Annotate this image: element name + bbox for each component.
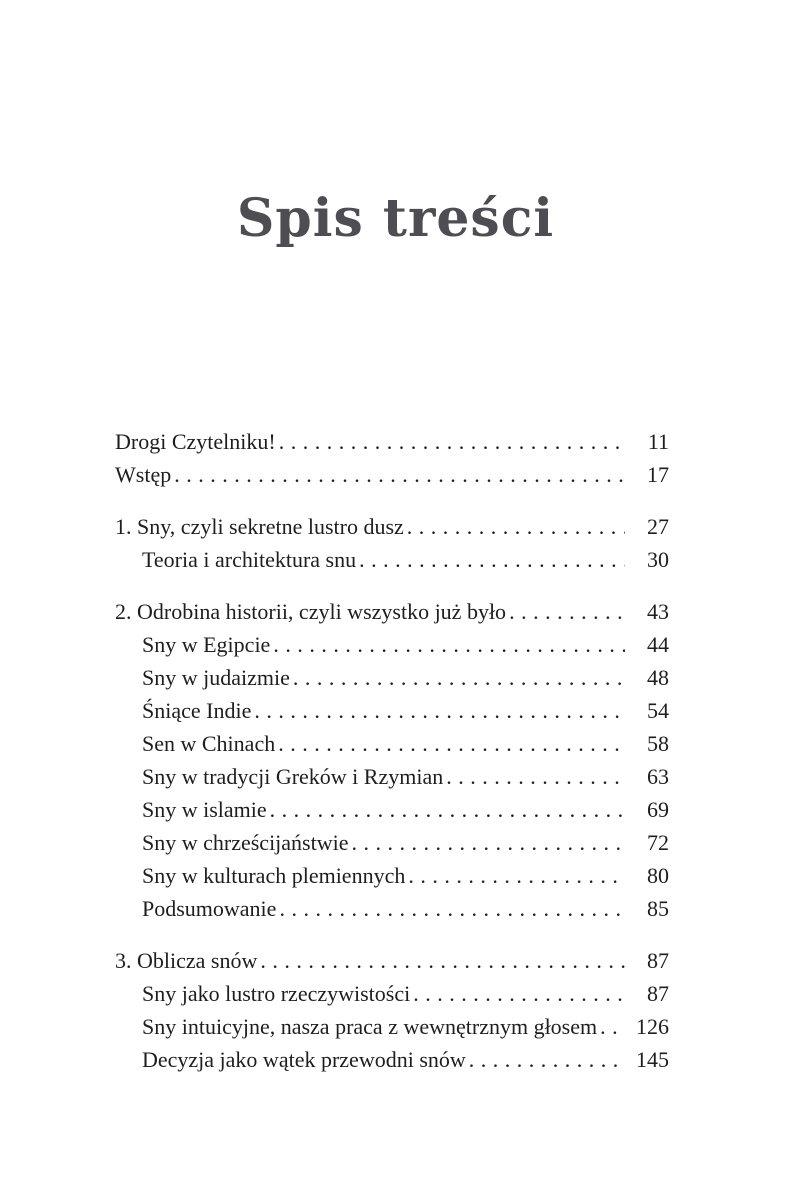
toc-entry-page: 145 bbox=[636, 1047, 669, 1072]
dot-leader bbox=[260, 944, 625, 977]
toc-entry-page: 30 bbox=[647, 547, 669, 572]
toc-entry-label: 1. Sny, czyli sekretne lustro dusz bbox=[115, 514, 404, 539]
dot-leader bbox=[174, 458, 625, 491]
toc-entry-label: 2. Odrobina historii, czyli wszystko już było bbox=[115, 599, 507, 624]
toc-entry[interactable] bbox=[115, 727, 669, 760]
toc-entry[interactable] bbox=[115, 892, 669, 925]
dot-leader bbox=[279, 425, 625, 458]
toc-entry[interactable] bbox=[115, 425, 669, 458]
toc-entry-label: Sny intuicyjne, nasza praca z wewnętrznym głosem bbox=[142, 1014, 598, 1039]
dot-leader bbox=[352, 826, 626, 859]
dot-leader bbox=[279, 892, 625, 925]
toc-entry-page: 85 bbox=[647, 896, 669, 921]
toc-entry[interactable] bbox=[115, 760, 669, 793]
toc-entry[interactable] bbox=[115, 595, 669, 628]
toc-entry-label: Sny w tradycji Greków i Rzymian bbox=[142, 764, 444, 789]
toc-entry[interactable] bbox=[115, 694, 669, 727]
toc-entry-label: Sen w Chinach bbox=[142, 731, 276, 756]
toc-entry-page: 43 bbox=[647, 599, 669, 624]
toc-entry-page: 87 bbox=[647, 948, 669, 973]
toc-entry-label: Sny w kulturach plemiennych bbox=[142, 863, 406, 888]
toc-group bbox=[115, 425, 669, 491]
toc-entry[interactable] bbox=[115, 543, 669, 576]
toc-entry-page: 27 bbox=[647, 514, 669, 539]
toc-entry-page: 48 bbox=[647, 665, 669, 690]
dot-leader bbox=[359, 543, 625, 576]
dot-leader bbox=[278, 727, 625, 760]
toc-group bbox=[115, 510, 669, 576]
dot-leader bbox=[600, 1010, 625, 1043]
toc-entry-label: Teoria i architektura snu bbox=[142, 547, 357, 572]
dot-leader bbox=[254, 694, 625, 727]
toc-entry-page: 58 bbox=[647, 731, 669, 756]
toc-entry-page: 17 bbox=[647, 462, 669, 487]
toc-entry[interactable] bbox=[115, 826, 669, 859]
dot-leader bbox=[407, 510, 625, 543]
toc-entry[interactable] bbox=[115, 859, 669, 892]
toc-entry-label: Drogi Czytelniku! bbox=[115, 429, 276, 454]
toc-group bbox=[115, 944, 669, 1076]
toc-group bbox=[115, 595, 669, 925]
toc-entry-label: Wstęp bbox=[115, 462, 172, 487]
dot-leader bbox=[293, 661, 625, 694]
toc-entry-page: 63 bbox=[647, 764, 669, 789]
dot-leader bbox=[273, 628, 625, 661]
page-title: Spis treści bbox=[236, 188, 555, 249]
toc-entry[interactable] bbox=[115, 628, 669, 661]
toc-entry[interactable] bbox=[115, 458, 669, 491]
toc-entry-page: 11 bbox=[647, 429, 669, 454]
toc-entry-label: Sny w islamie bbox=[142, 797, 267, 822]
toc-entry-label: 3. Oblicza snów bbox=[115, 948, 258, 973]
dot-leader bbox=[270, 793, 625, 826]
toc-entry-page: 80 bbox=[647, 863, 669, 888]
dot-leader bbox=[469, 1043, 625, 1076]
toc-entry[interactable] bbox=[115, 510, 669, 543]
toc-entry-page: 87 bbox=[647, 981, 669, 1006]
toc-list bbox=[0, 425, 791, 1076]
toc-entry-label: Decyzja jako wątek przewodni snów bbox=[142, 1047, 466, 1072]
toc-entry-label: Śniące Indie bbox=[142, 698, 252, 723]
toc-entry-page: 126 bbox=[636, 1014, 669, 1039]
dot-leader bbox=[509, 595, 625, 628]
toc-entry[interactable] bbox=[115, 1043, 669, 1076]
toc-entry-label: Sny w chrześcijaństwie bbox=[142, 830, 349, 855]
toc-entry[interactable] bbox=[115, 977, 669, 1010]
toc-entry-label: Podsumowanie bbox=[142, 896, 277, 921]
toc-entry[interactable] bbox=[115, 661, 669, 694]
toc-entry-label: Sny w Egipcie bbox=[142, 632, 271, 657]
toc-entry-page: 44 bbox=[647, 632, 669, 657]
toc-entry-page: 69 bbox=[647, 797, 669, 822]
dot-leader bbox=[413, 977, 625, 1010]
toc-entry-label: Sny jako lustro rzeczywistości bbox=[142, 981, 411, 1006]
dot-leader bbox=[408, 859, 625, 892]
toc-entry[interactable] bbox=[115, 1010, 669, 1043]
toc-entry[interactable] bbox=[115, 944, 669, 977]
toc-entry-page: 72 bbox=[647, 830, 669, 855]
dot-leader bbox=[446, 760, 625, 793]
toc-entry[interactable] bbox=[115, 793, 669, 826]
toc-entry-label: Sny w judaizmie bbox=[142, 665, 290, 690]
toc-entry-page: 54 bbox=[647, 698, 669, 723]
